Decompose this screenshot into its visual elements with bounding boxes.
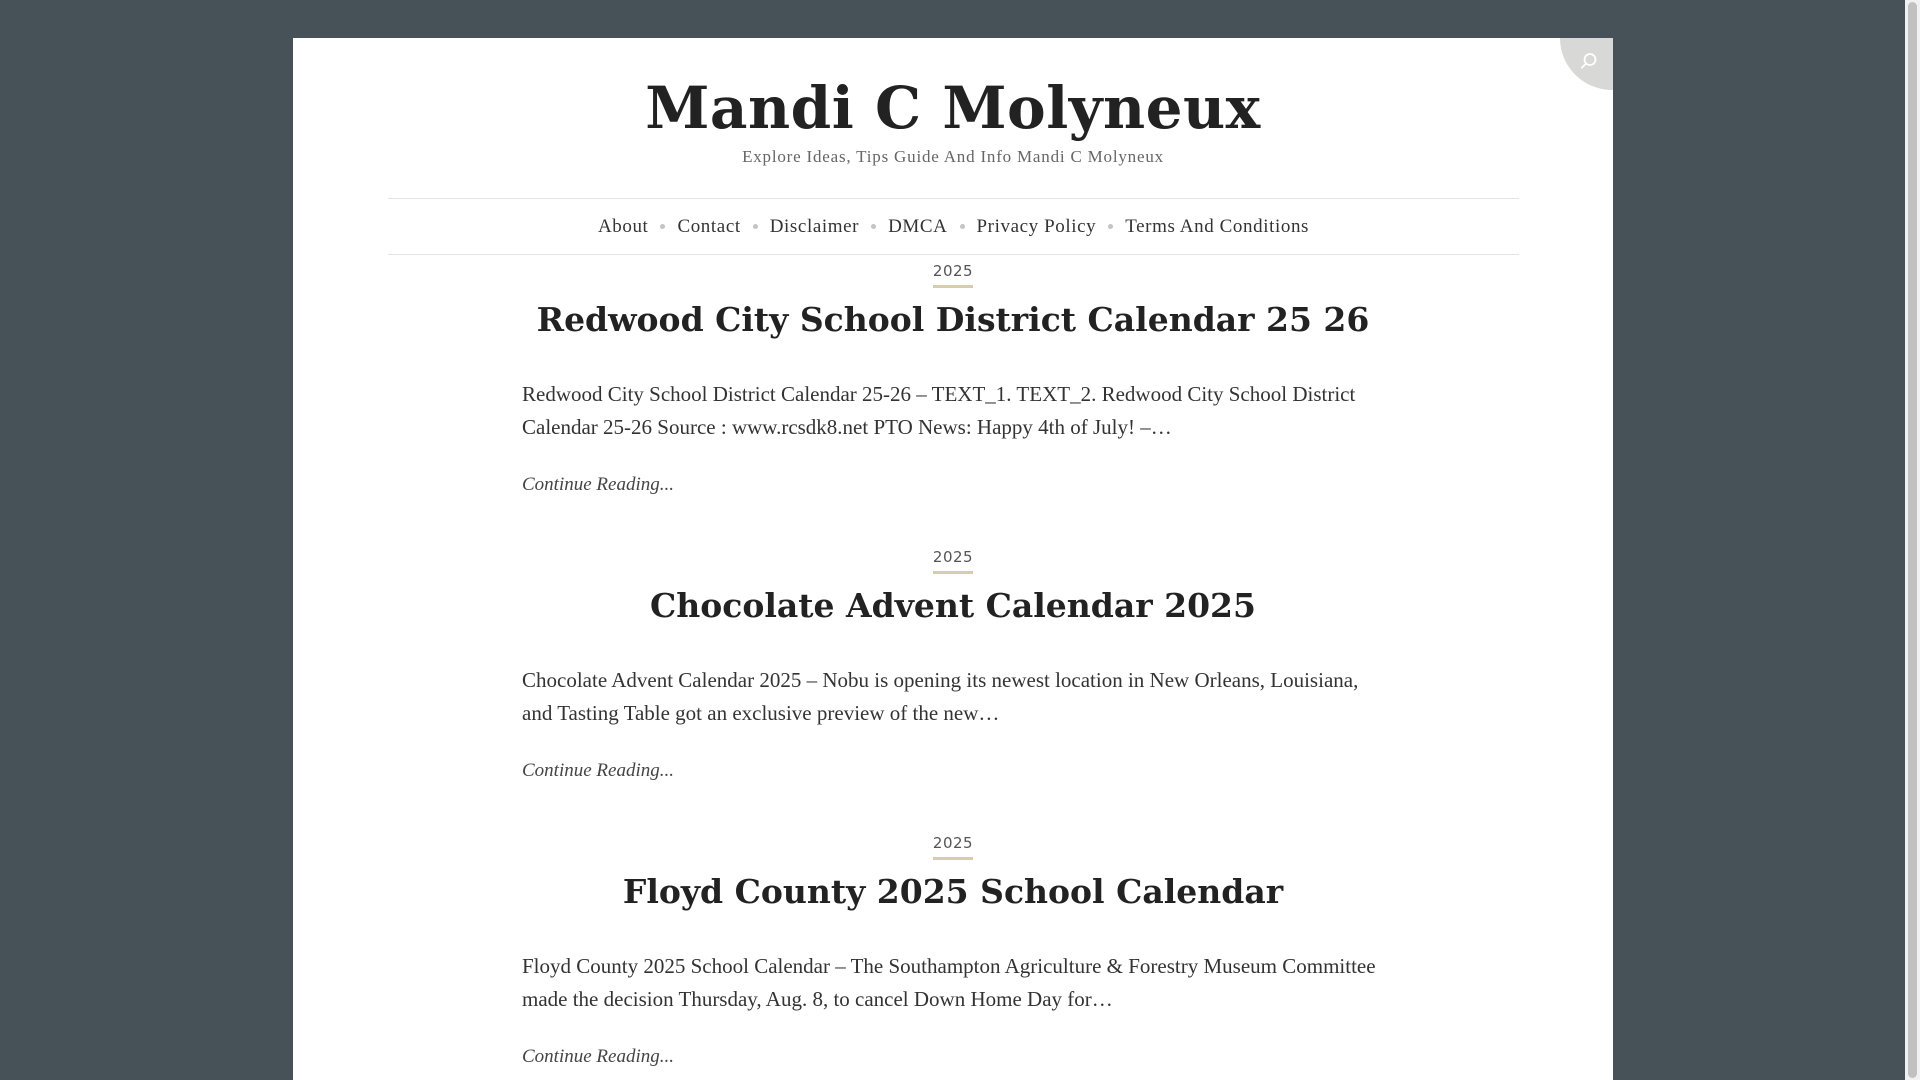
nav-item-disclaimer[interactable]: Disclaimer bbox=[769, 215, 860, 237]
post-year-wrap bbox=[293, 548, 1613, 574]
post-year-wrap bbox=[293, 262, 1613, 288]
continue-reading-link[interactable]: Continue Reading... bbox=[522, 474, 674, 495]
post-year-link[interactable]: 2025 bbox=[933, 262, 973, 288]
nav-item-about[interactable]: About bbox=[597, 215, 649, 237]
nav-item-dmca[interactable]: DMCA bbox=[888, 215, 948, 237]
vertical-scrollbar[interactable] bbox=[1905, 0, 1920, 1080]
post-year-link[interactable]: 2025 bbox=[933, 834, 973, 860]
nav-separator bbox=[960, 224, 965, 229]
post-year-wrap bbox=[293, 834, 1613, 860]
nav-item-contact[interactable]: Contact bbox=[677, 215, 741, 237]
nav-separator bbox=[753, 224, 758, 229]
post-excerpt: Redwood City School District Calendar 25-26 – TEXT_1. TEXT_2. Redwood City School District Calendar 25-26 Source : www.rcsdk8.net PTO News: Happy 4th of July! –… bbox=[522, 382, 1356, 439]
search-icon bbox=[1580, 52, 1598, 70]
nav-item-terms[interactable]: Terms And Conditions bbox=[1125, 215, 1310, 237]
post-title[interactable]: Chocolate Advent Calendar 2025 bbox=[650, 586, 1256, 625]
post-title[interactable]: Floyd County 2025 School Calendar bbox=[622, 872, 1284, 911]
post-year-link[interactable]: 2025 bbox=[933, 548, 973, 574]
nav-separator bbox=[1108, 224, 1113, 229]
post-excerpt: Chocolate Advent Calendar 2025 – Nobu is opening its newest location in New Orleans, Louisiana, and Tasting Table got an exclusive preview of the new… bbox=[522, 668, 1359, 725]
site-title[interactable]: Mandi C Molyneux bbox=[645, 74, 1261, 142]
site-tagline: Explore Ideas, Tips Guide And Info Mandi C Molyneux bbox=[742, 147, 1164, 166]
continue-reading-link[interactable]: Continue Reading... bbox=[522, 760, 674, 781]
scrollbar-thumb[interactable] bbox=[1908, 2, 1917, 1078]
primary-nav bbox=[388, 198, 1519, 255]
nav-separator bbox=[660, 224, 665, 229]
page-container bbox=[293, 38, 1613, 1080]
nav-separator bbox=[871, 224, 876, 229]
post-excerpt: Floyd County 2025 School Calendar – The Southampton Agriculture & Forestry Museum Committee made the decision Thursday, Aug. 8, to cancel Down Home Day for… bbox=[522, 954, 1376, 1011]
continue-reading-link[interactable]: Continue Reading... bbox=[522, 1046, 674, 1067]
post-title[interactable]: Redwood City School District Calendar 25 26 bbox=[536, 300, 1370, 339]
nav-item-privacy-policy[interactable]: Privacy Policy bbox=[976, 215, 1097, 237]
